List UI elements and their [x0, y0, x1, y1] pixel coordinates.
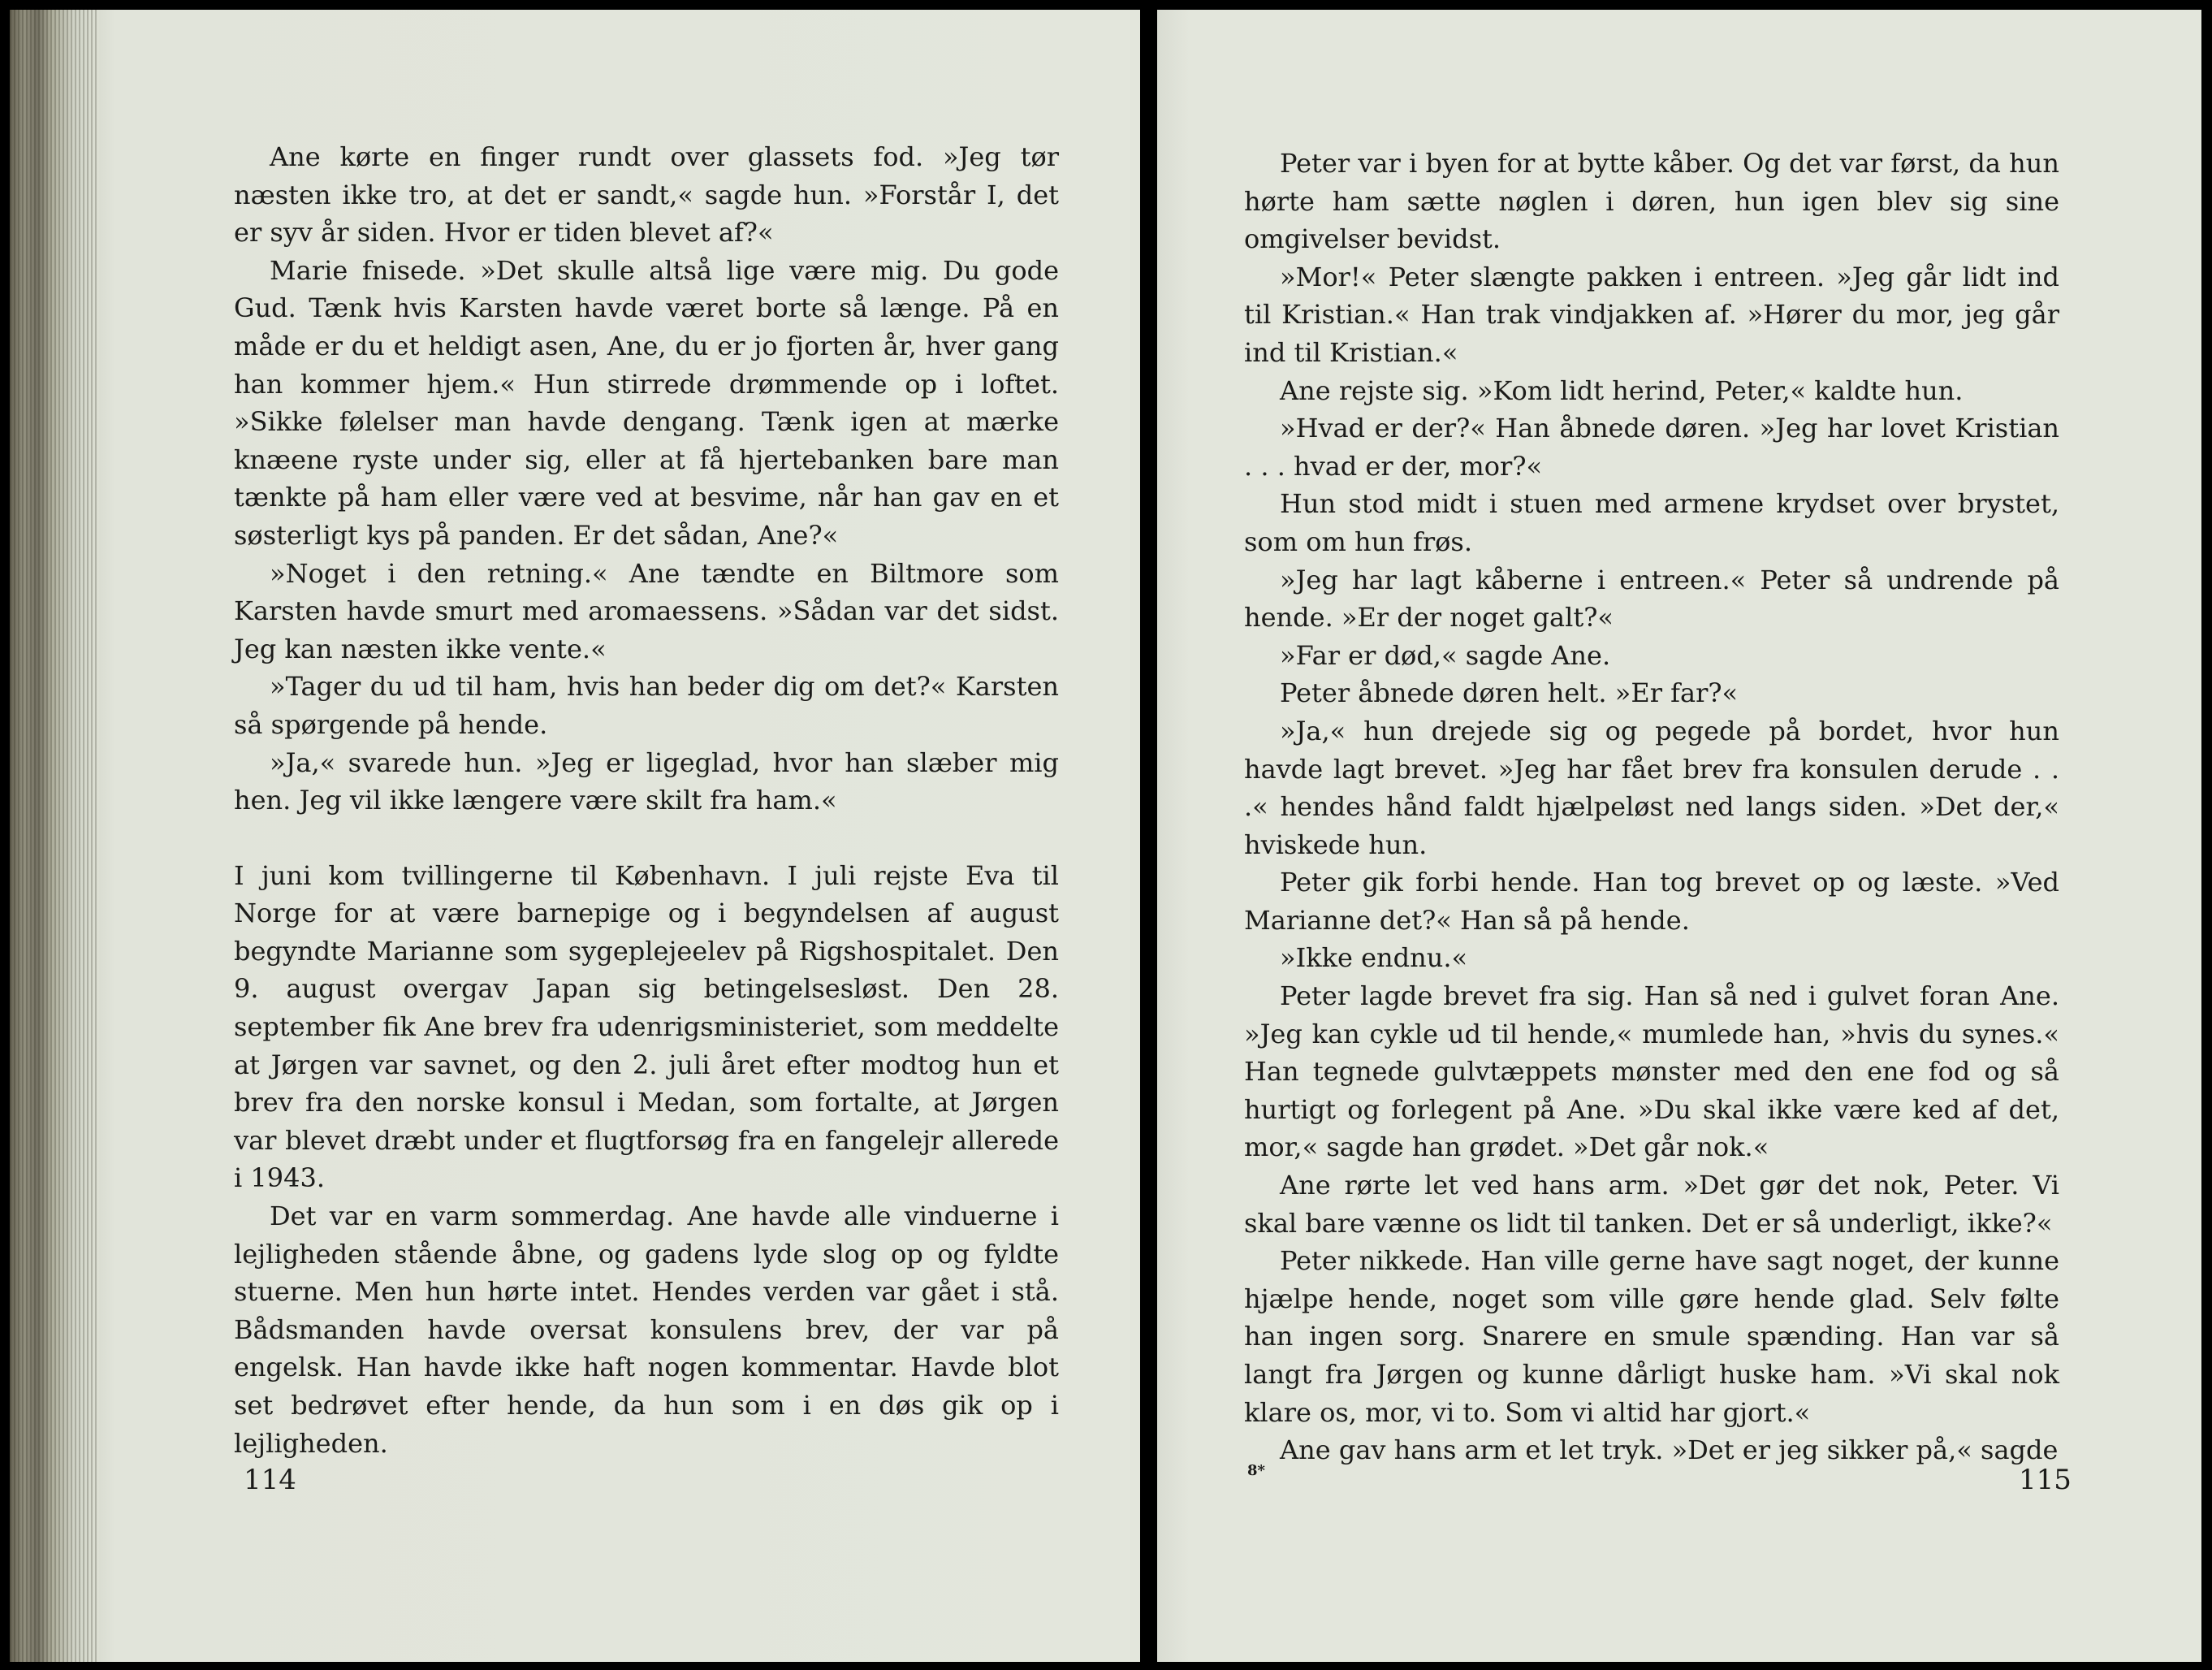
right-page-text [1244, 145, 2059, 1469]
paragraph: Peter var i byen for at bytte kåber. Og det var først, da hun hørte ham sætte nøglen i døren, hun igen blev sig sine omgivelser bevidst. [1244, 148, 2059, 255]
paragraph: Peter lagde brevet fra sig. Han så ned i gulvet foran Ane. »Jeg kan cykle ud til hende,« mumlede han, »hvis du synes.« Han tegnede gulvtæppets mønster med den ene fod og så hurtigt og forlegent på Ane. »Du skal ikke være ked af det, mor,« sagde han grødet. »Det går nok.« [1244, 980, 2059, 1163]
paragraph: I juni kom tvillingerne til København. I juli rejste Eva til Norge for at være barnepige og i begyndelsen af august begyndte Marianne som sygeplejeelev på Rigshospitalet. Den 9. august overgav Japan sig betingelsesløst. Den 28. september fik Ane brev fra udenrigsministeriet, som meddelte at Jørgen var savnet, og den 2. juli året efter modtog hun et brev fra den norske konsul i Medan, som fortalte, at Jørgen var blevet dræbt under et flugtforsøg fra en fangelejr allerede i 1943. [234, 859, 1059, 1194]
paragraph: »Ja,« hun drejede sig og pegede på bordet, hvor hun havde lagt brevet. »Jeg har fået brev fra konsulen derude . . .« hendes hånd faldt hjælpeløst ned langs siden. »Det der,« hviskede hun. [1244, 715, 2059, 860]
signature-mark: 8* [1247, 1462, 1265, 1479]
paragraph: »Jeg har lagt kåberne i entreen.« Peter så undrende på hende. »Er der noget galt?« [1244, 564, 2059, 634]
paragraph: Peter åbnede døren helt. »Er far?« [1280, 677, 1739, 709]
left-page-text [234, 138, 1059, 1462]
paragraph: Ane rørte let ved hans arm. »Det gør det nok, Peter. Vi skal bare vænne os lidt til tanken. Det er så underligt, ikke?« [1244, 1170, 2059, 1239]
paragraph: Ane gav hans arm et let tryk. »Det er jeg sikker på,« sagde [1280, 1434, 2059, 1466]
paragraph: Marie fnisede. »Det skulle altså lige være mig. Du gode Gud. Tænk hvis Karsten havde været borte så længe. På en måde er du et heldigt asen, Ane, du er jo fjorten år, hver gang han kommer hjem.« Hun stirrede drømmende op i loftet. »Sikke følelser man havde dengang. Tænk igen at mærke knæene ryste under sig, eller at få hjertebanken bare man tænkte på ham eller være ved at besvime, når han gav en et søsterligt kys på panden. Er det sådan, Ane?« [234, 254, 1059, 551]
paragraph: »Ja,« svarede hun. »Jeg er ligeglad, hvor han slæber mig hen. Jeg vil ikke længere være skilt fra ham.« [234, 746, 1059, 816]
paragraph: Ane rejste sig. »Kom lidt herind, Peter,« kaldte hun. [1280, 374, 1964, 406]
paragraph: »Noget i den retning.« Ane tændte en Biltmore som Karsten havde smurt med aromaessens. »Sådan var det sidst. Jeg kan næsten ikke vente.« [234, 557, 1059, 664]
paragraph: »Ikke endnu.« [1280, 942, 1468, 974]
paragraph: Hun stod midt i stuen med armene krydset over brystet, som om hun frøs. [1244, 488, 2059, 557]
paragraph: Det var en varm sommerdag. Ane havde alle vinduerne i lejligheden stående åbne, og gadens lyde slog op og fyldte stuerne. Men hun hørte intet. Hendes verden var gået i stå. Bådsmanden havde oversat konsulens brev, der var på engelsk. Han havde ikke haft nogen kommentar. Havde blot set bedrøvet efter hende, da hun som i en døs gik op i lejligheden. [234, 1201, 1059, 1459]
paragraph: »Tager du ud til ham, hvis han beder dig om det?« Karsten så spørgende på hende. [234, 671, 1059, 740]
page-number: 115 [2019, 1464, 2072, 1496]
paragraph: »Hvad er der?« Han åbnede døren. »Jeg har lovet Kristian . . . hvad er der, mor?« [1244, 413, 2059, 482]
paragraph: »Far er død,« sagde Ane. [1280, 639, 1611, 671]
paragraph: Peter nikkede. Han ville gerne have sagt noget, der kunne hjælpe hende, noget som ville gøre hende glad. Selv følte han ingen sorg. Snarere en smule spænding. Han var så langt fra Jørgen og kunne dårligt huske ham. »Vi skal nok klare os, mor, vi to. Som vi altid har gjort.« [1244, 1245, 2059, 1428]
page-number: 114 [244, 1464, 296, 1496]
paragraph: »Mor!« Peter slængte pakken i entreen. »Jeg går lidt ind til Kristian.« Han trak vindjakken af. »Hører du mor, jeg går ind til Kristian.« [1244, 261, 2059, 368]
paragraph: Ane kørte en finger rundt over glassets fod. »Jeg tør næsten ikke tro, at det er sandt,« sagde hun. »Forstår I, det er syv år siden. Hvor er tiden blevet af?« [234, 141, 1059, 249]
paragraph: Peter gik forbi hende. Han tog brevet op og læste. »Ved Marianne det?« Han så på hende. [1244, 867, 2059, 936]
